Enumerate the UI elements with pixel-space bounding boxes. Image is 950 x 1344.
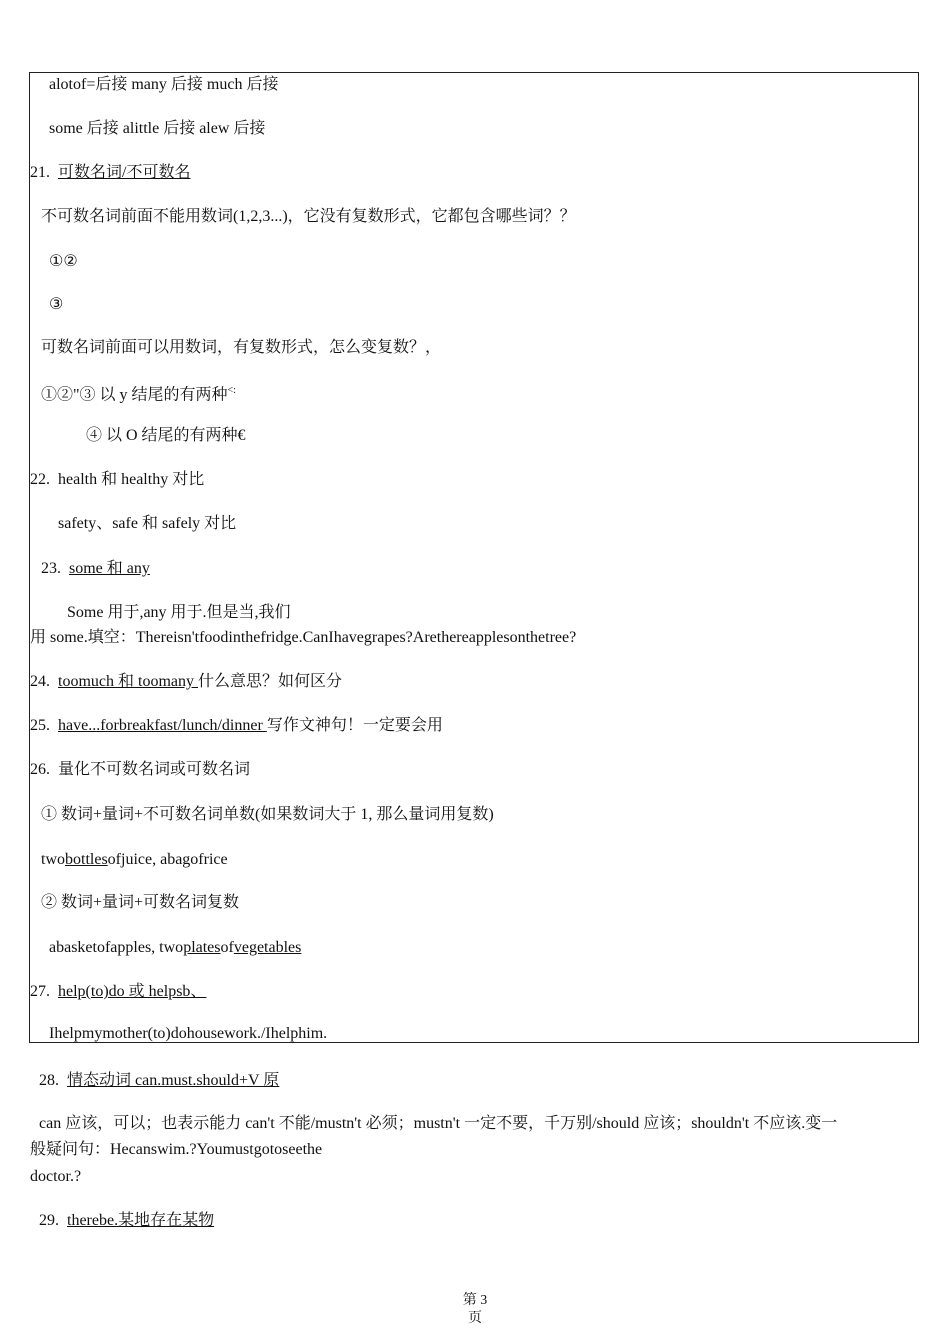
section-title: help(to)do 或 helpsb、 <box>58 983 207 1000</box>
section-title-underlined: have...forbreakfast/lunch/dinner <box>58 717 267 734</box>
section-number: 21. <box>30 164 50 181</box>
text-line: can 应该，可以；也表示能力 can't 不能/mustn't 必须；mustn't 一定不要，千万别/should 应该；shouldn't 不应该.变一 <box>39 1115 838 1132</box>
section-title: 量化不可数名词或可数名词 <box>58 761 251 778</box>
underlined-word: vegetables <box>233 939 302 956</box>
section-title: 情态动词 can.must.should+V 原 <box>67 1072 280 1089</box>
text-line: ① 数词+量词+不可数名词单数(如果数词大于 1, 那么量词用复数) <box>41 806 494 823</box>
text-line: Ihelpmymother(to)dohousework./Ihelphim. <box>49 1025 328 1042</box>
text-span: of <box>220 939 234 956</box>
section-27-heading <box>30 982 206 1002</box>
text-line <box>41 381 236 405</box>
section-23-heading <box>41 559 150 579</box>
section-21-heading <box>30 163 190 183</box>
section-29-heading <box>39 1211 214 1231</box>
page-number-line-1: 第 3 <box>462 1293 488 1308</box>
section-24-heading <box>30 672 342 692</box>
superscript-mark: <: <box>227 385 236 396</box>
section-number: 29. <box>39 1212 59 1229</box>
section-title: 什么意思？如何区分 <box>198 673 343 690</box>
text-line <box>49 938 301 958</box>
section-number: 27. <box>30 983 50 1000</box>
text-line: Some 用于,any 用于.但是当,我们 <box>67 604 291 621</box>
section-25-heading <box>30 716 443 736</box>
text-line: alotof=后接 many 后接 much 后接 <box>49 76 279 93</box>
section-title: health 和 healthy 对比 <box>58 471 205 488</box>
section-number: 25. <box>30 717 50 734</box>
section-22-heading <box>30 470 204 490</box>
section-number: 24. <box>30 673 50 690</box>
section-title-underlined: toomuch 和 toomany <box>58 673 198 690</box>
section-26-heading <box>30 760 250 780</box>
section-title: 可数名词/不可数名 <box>58 164 191 181</box>
section-number: 23. <box>41 560 61 577</box>
text-line <box>41 850 228 870</box>
underlined-word: bottles <box>65 851 108 868</box>
section-title: therebe.某地存在某物 <box>67 1212 215 1229</box>
section-title: 写作文神句！一定要会用 <box>266 717 443 734</box>
text-line: some 后接 alittle 后接 alew 后接 <box>49 120 266 137</box>
text-line: ④ 以 O 结尾的有两种€ <box>86 427 246 444</box>
text-line: doctor.? <box>30 1168 82 1185</box>
text-span: abasketofapples, two <box>49 939 184 956</box>
text-line: safety、safe 和 safely 对比 <box>58 515 237 532</box>
section-number: 22. <box>30 471 50 488</box>
text-line: 用 some.填空：Thereisn'tfoodinthefridge.CanIhavegrapes?Arethereapplesonthetree? <box>30 629 577 646</box>
section-number: 28. <box>39 1072 59 1089</box>
section-28-heading <box>39 1071 279 1091</box>
text-line: 不可数名词前面不能用数词(1,2,3...)，它没有复数形式，它都包含哪些词？？ <box>41 208 576 225</box>
text-span: two <box>41 851 65 868</box>
text-line: 般疑问句：Hecanswim.?Youmustgotoseethe <box>30 1141 323 1158</box>
section-title: some 和 any <box>69 560 150 577</box>
page-number-line-2: 页 <box>468 1311 482 1326</box>
underlined-word: plates <box>183 939 221 956</box>
text-line: ①② <box>49 253 78 270</box>
text-line: ③ <box>49 296 64 313</box>
text-line: ② 数词+量词+可数名词复数 <box>41 894 240 911</box>
text-span: ofjuice, abagofrice <box>107 851 228 868</box>
text-span: ①②"③ 以 y 结尾的有两种 <box>41 386 228 404</box>
text-line: 可数名词前面可以用数词，有复数形式，怎么变复数？， <box>41 339 442 356</box>
section-number: 26. <box>30 761 50 778</box>
